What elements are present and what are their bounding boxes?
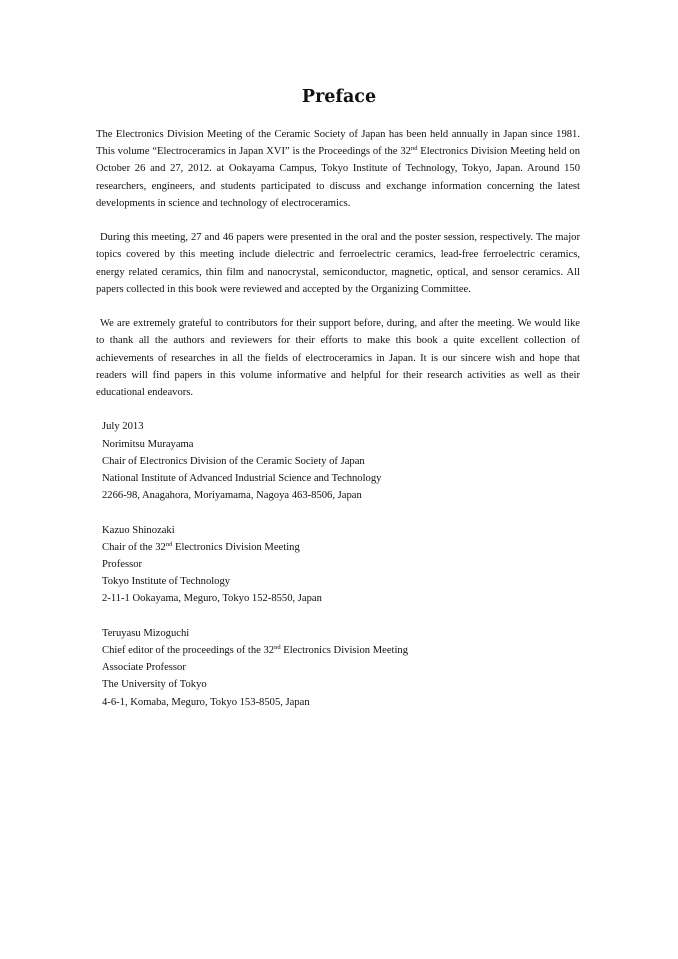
paragraph-thanks: We are extremely grateful to contributors for their support before, during, and after the meeting. We would like to thank all the authors and reviewers for their efforts to make this book a quite excellent collection of achievements of researches in all the fields of electroceramics in Japan. It is our sincere wish and hope that readers will find papers in this volume informative and helpful for their research activities as well as their educational endeavors. <box>96 318 580 399</box>
page-title: Preface <box>301 87 377 107</box>
signature-block-meeting-chair <box>102 522 580 608</box>
signature-address: 4-6-1, Komaba, Meguro, Tokyo 153-8505, Japan <box>102 696 310 708</box>
signature-name: Teruyasu Mizoguchi <box>102 627 190 639</box>
ordinal-suffix: nd <box>165 540 173 548</box>
signature-role-text-b: Electronics Division Meeting <box>172 541 300 553</box>
signature-title: Associate Professor <box>102 662 186 674</box>
signature-role-text-a: Chair of the 32 <box>102 541 166 553</box>
signature-organization: Tokyo Institute of Technology <box>102 576 231 588</box>
signature-organization: The University of Tokyo <box>102 679 207 691</box>
signature-address: 2-11-1 Ookayama, Meguro, Tokyo 152-8550, Japan <box>102 593 322 605</box>
signature-role: Chair of Electronics Division of the Ceramic Society of Japan <box>102 455 365 467</box>
signature-date: July 2013 <box>102 421 144 433</box>
signature-name: Kazuo Shinozaki <box>102 524 175 536</box>
signature-role <box>102 539 580 556</box>
paragraph-intro-text-a: The Electronics Division Meeting of the Ceramic Society of Japan has been held annually in Japan since 1981. This volume “Electroceramics in Japan XVI” is the Proceedings of the 32 <box>96 129 580 158</box>
signature-name: Norimitsu Murayama <box>102 438 194 450</box>
signature-address: 2266-98, Anagahora, Moriyamama, Nagoya 463-8506, Japan <box>102 490 362 502</box>
signature-role-text-b: Electronics Division Meeting <box>280 645 409 657</box>
signature-title: Professor <box>102 559 143 571</box>
ordinal-suffix: nd <box>274 644 281 652</box>
ordinal-suffix: nd <box>410 145 418 153</box>
paragraph-meeting: During this meeting, 27 and 46 papers were presented in the oral and the poster session, respectively. The major topics covered by this meeting include dielectric and ferroelectric ceramics, lead-free ferroelectric ceramics, energy related ceramics, thin film and nanocrystal, semiconductor, magnetic, optical, and sensor ceramics. All papers collected in this book were reviewed and accepted by the Organizing Committee. <box>96 232 580 295</box>
signature-block-chair <box>102 418 580 504</box>
paragraph-intro <box>96 126 580 212</box>
signature-role <box>102 642 580 659</box>
signature-organization: National Institute of Advanced Industrial Science and Technology <box>102 473 382 485</box>
preface-body <box>96 126 580 728</box>
paragraph-intro-text-b: Electronics Division Meeting held on October 26 and 27, 2012. at Ookayama Campus, Tokyo Institute of Technology, Tokyo, Japan. Around 150 researchers, engineers, and students participated to discuss and exchange information concerning the latest developments in science and technology of electroceramics. <box>96 146 580 209</box>
signature-block-chief-editor <box>102 625 580 711</box>
signature-role-text-a: Chief editor of the proceedings of the 32 <box>102 645 275 657</box>
